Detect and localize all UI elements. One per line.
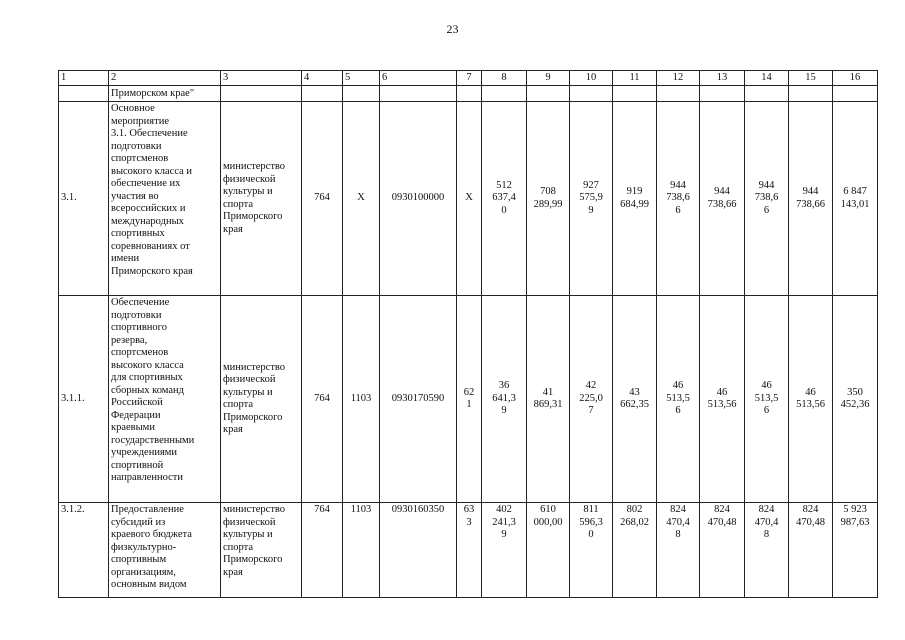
row-grbs: 764: [302, 102, 343, 296]
row-vr: 63 3: [457, 503, 482, 598]
continuation-cell-3: [221, 86, 302, 102]
row-value-8: 402 241,3 9: [482, 503, 527, 598]
continuation-cell-12: [657, 86, 700, 102]
header-cell-16: 16: [833, 71, 878, 86]
row-value-16: 6 847 143,01: [833, 102, 878, 296]
row-value-8: 512 637,4 0: [482, 102, 527, 296]
row-csr: 0930170590: [380, 296, 457, 503]
table-row: [59, 102, 878, 296]
header-cell-15: 15: [789, 71, 833, 86]
header-row: [59, 71, 878, 86]
row-value-8: 36 641,3 9: [482, 296, 527, 503]
continuation-cell-10: [570, 86, 613, 102]
row-csr: 0930160350: [380, 503, 457, 598]
row-executor: министерство физической культуры и спорта Приморского края: [221, 296, 302, 503]
row-value-13: 824 470,48: [700, 503, 745, 598]
header-cell-8: 8: [482, 71, 527, 86]
row-rzpr: 1103: [343, 503, 380, 598]
page-number: 23: [446, 22, 459, 36]
continuation-cell-11: [613, 86, 657, 102]
table-row: [59, 296, 878, 503]
header-cell-7: 7: [457, 71, 482, 86]
row-grbs: 764: [302, 296, 343, 503]
row-value-9: 708 289,99: [527, 102, 570, 296]
row-value-10: 811 596,3 0: [570, 503, 613, 598]
continuation-cell-14: [745, 86, 789, 102]
header-cell-2: 2: [109, 71, 221, 86]
header-cell-13: 13: [700, 71, 745, 86]
table-row: [59, 503, 878, 598]
row-value-13: 46 513,56: [700, 296, 745, 503]
row-value-14: 824 470,4 8: [745, 503, 789, 598]
row-grbs: 764: [302, 503, 343, 598]
header-cell-3: 3: [221, 71, 302, 86]
row-vr: 62 1: [457, 296, 482, 503]
header-cell-5: 5: [343, 71, 380, 86]
continuation-cell-16: [833, 86, 878, 102]
continuation-text: Приморском крае": [109, 86, 221, 102]
row-code: 3.1.1.: [59, 296, 109, 503]
row-vr: X: [457, 102, 482, 296]
program-table: [58, 70, 878, 598]
continuation-cell-7: [457, 86, 482, 102]
row-value-16: 5 923 987,63: [833, 503, 878, 598]
row-value-10: 927 575,9 9: [570, 102, 613, 296]
header-cell-10: 10: [570, 71, 613, 86]
row-value-12: 824 470,4 8: [657, 503, 700, 598]
header-cell-11: 11: [613, 71, 657, 86]
row-value-9: 41 869,31: [527, 296, 570, 503]
row-value-15: 944 738,66: [789, 102, 833, 296]
continuation-cell-9: [527, 86, 570, 102]
row-value-16: 350 452,36: [833, 296, 878, 503]
continuation-cell-6: [380, 86, 457, 102]
continuation-cell-1: [59, 86, 109, 102]
row-value-10: 42 225,0 7: [570, 296, 613, 503]
header-cell-1: 1: [59, 71, 109, 86]
continuation-row: [59, 86, 878, 102]
continuation-cell-4: [302, 86, 343, 102]
continuation-cell-5: [343, 86, 380, 102]
row-value-12: 46 513,5 6: [657, 296, 700, 503]
continuation-cell-8: [482, 86, 527, 102]
row-code: 3.1.: [59, 102, 109, 296]
row-executor: министерство физической культуры и спорта Приморского края: [221, 503, 302, 598]
row-rzpr: 1103: [343, 296, 380, 503]
continuation-cell-15: [789, 86, 833, 102]
header-cell-4: 4: [302, 71, 343, 86]
header-cell-6: 6: [380, 71, 457, 86]
header-cell-12: 12: [657, 71, 700, 86]
row-value-15: 46 513,56: [789, 296, 833, 503]
header-cell-14: 14: [745, 71, 789, 86]
row-value-11: 43 662,35: [613, 296, 657, 503]
row-value-9: 610 000,00: [527, 503, 570, 598]
row-name: Обеспечение подготовки спортивного резерва, спортсменов высокого класса для спортивных сборных команд Российской Федерации краевыми государственными учреждениями спортивной направленности: [109, 296, 221, 503]
row-value-14: 944 738,6 6: [745, 102, 789, 296]
row-executor: министерство физической культуры и спорта Приморского края: [221, 102, 302, 296]
row-name: Предоставление субсидий из краевого бюджета физкультурно- спортивным организациям, основным видом: [109, 503, 221, 598]
row-code: 3.1.2.: [59, 503, 109, 598]
row-value-13: 944 738,66: [700, 102, 745, 296]
row-value-11: 802 268,02: [613, 503, 657, 598]
continuation-cell-13: [700, 86, 745, 102]
row-value-12: 944 738,6 6: [657, 102, 700, 296]
row-rzpr: X: [343, 102, 380, 296]
row-name: Основное мероприятие 3.1. Обеспечение подготовки спортсменов высокого класса и обеспечение их участия во всероссийских и международных спортивных соревнованиях от имени Приморского края: [109, 102, 221, 296]
row-value-15: 824 470,48: [789, 503, 833, 598]
header-cell-9: 9: [527, 71, 570, 86]
row-value-14: 46 513,5 6: [745, 296, 789, 503]
row-value-11: 919 684,99: [613, 102, 657, 296]
row-csr: 0930100000: [380, 102, 457, 296]
